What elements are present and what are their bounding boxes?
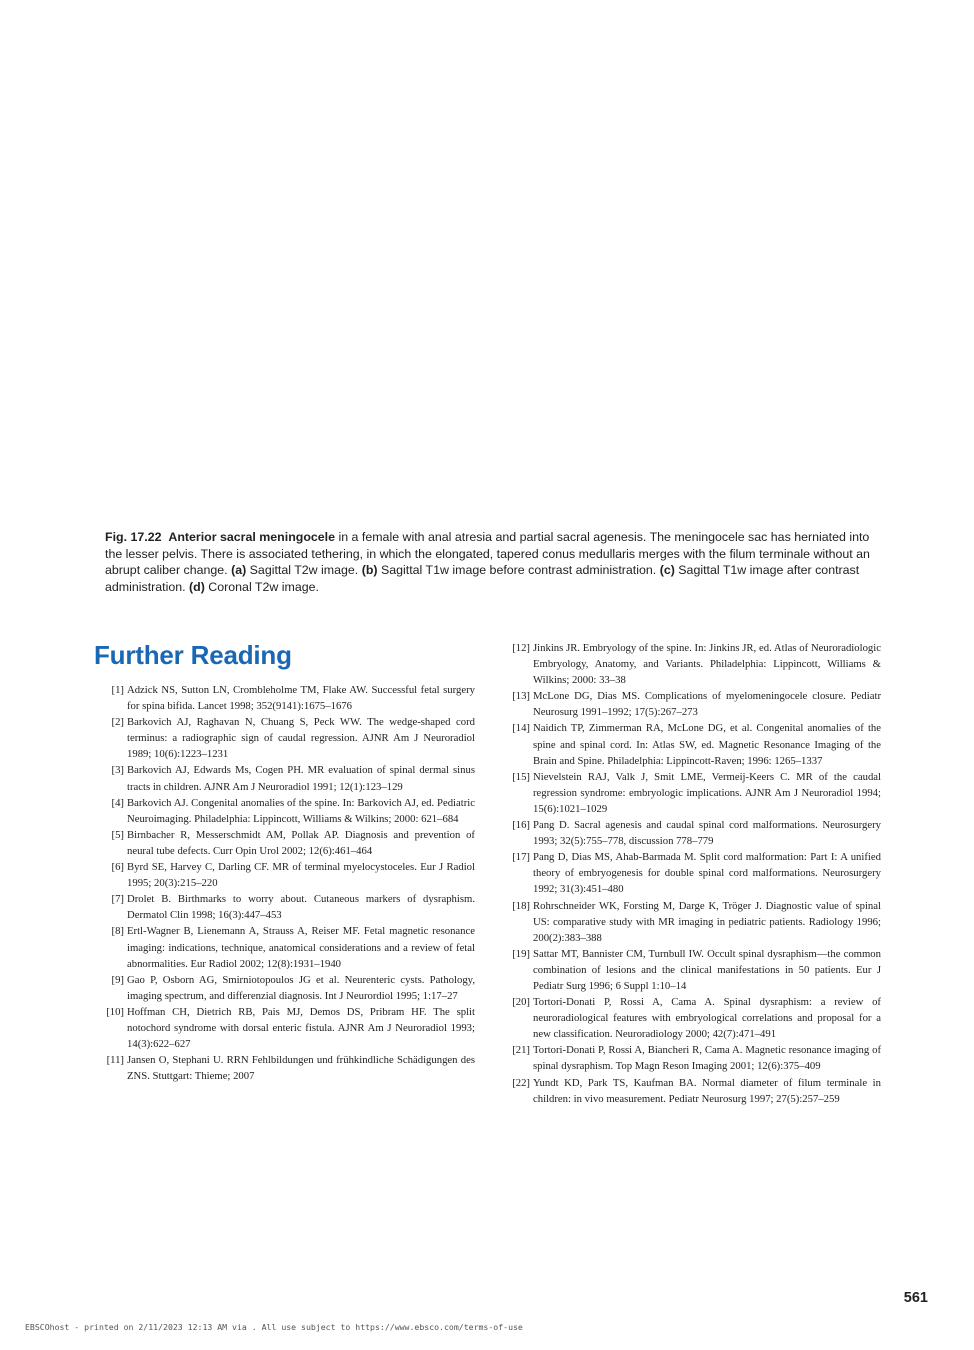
reference-item [97,682,475,714]
reference-number: [8] [111,925,124,938]
reference-text: Barkovich AJ. Congenital anomalies of the spine. In: Barkovich AJ, ed. Pediatric Neuroimaging. Philadelphia: Lippincott, Williams & Wilkins; 2000: 621–684 [127,796,475,825]
panel-c-label: (c) [659,563,675,577]
reference-number: [16] [512,819,530,832]
reference-item [503,946,881,994]
reference-number: [21] [512,1044,530,1057]
reference-item [503,640,881,688]
panel-a-label: (a) [231,563,247,577]
panel-c-text: Sagittal T1w image after contrast administration. [105,563,860,594]
reference-item [97,795,475,827]
panel-b-label: (b) [361,563,378,577]
reference-text: Barkovich AJ, Raghavan N, Chuang S, Peck WW. The wedge-shaped cord terminus: a radiographic sign of caudal regression. AJNR Am J Neuroradiol 1989; 10(6):1223–1231 [127,716,475,761]
reference-item [97,972,475,1004]
reference-text: Hoffman CH, Dietrich RB, Pais MJ, Demos DS, Pribram HF. The split notochord syndrome with dorsal enteric fistula. AJNR Am J Neuroradiol 1993; 14(3):622–627 [127,1005,475,1051]
reference-number: [4] [111,796,124,809]
reference-item [97,859,475,891]
reference-text: Ertl-Wagner B, Lienemann A, Strauss A, Reiser MF. Fetal magnetic resonance imaging: indications, technique, anatomical considerations and a review of fetal abnormalities. Eur Radiol 2002; 12(8):1931–1940 [127,925,475,970]
reference-number: [13] [512,690,530,703]
reference-text: Jinkins JR. Embryology of the spine. In: Jinkins JR, ed. Atlas of Neuroradiologic Embryology, Anatomy, and Variants. Philadelphia: Lippincott, Williams & Wilkins; 2000: 33–38 [533,642,881,687]
reference-text: Sattar MT, Bannister CM, Turnbull IW. Occult spinal dysraphism—the common combination of lesions and the clinical manifestations in 50 patients. Eur J Pediatr Surg 1996; 6 Suppl 1:10–14 [533,947,881,992]
reference-item [503,994,881,1042]
reference-number: [7] [111,893,124,906]
reference-number: [22] [512,1076,530,1089]
reference-text: Yundt KD, Park TS, Kaufman BA. Normal diameter of filum terminale in children: in vivo measurement. Pediatr Neurosurg 1997; 27(5):257–259 [533,1076,881,1105]
reference-number: [12] [512,642,530,654]
reference-item [97,1052,475,1084]
reference-number: [14] [512,722,530,735]
reference-text: Birnbacher R, Messerschmidt AM, Pollak AP. Diagnosis and prevention of neural tube defects. Curr Opin Urol 2002; 12(6):461–464 [127,828,475,857]
reference-number: [18] [512,899,530,912]
reference-text: Adzick NS, Sutton LN, Crombleholme TM, Flake AW. Successful fetal surgery for spina bifida. Lancet 1998; 352(9141):1675–1676 [127,684,475,713]
reference-number: [11] [106,1054,124,1067]
reference-item [97,891,475,923]
reference-text: Tortori-Donati P, Rossi A, Biancheri R, Cama A. Magnetic resonance imaging of spinal dysraphism. Top Magn Reson Imaging 2001; 12(6):375–409 [533,1044,881,1073]
reference-number: [2] [111,716,124,729]
reference-text: Pang D, Dias MS, Ahab-Barmada M. Split cord malformation: Part I: A unified theory of embryogenesis for double spinal cord malformations. Neurosurgery 1992; 31(3):451–480 [533,851,881,896]
reference-item [503,1042,881,1074]
reference-text: Tortori-Donati P, Rossi A, Cama A. Spinal dysraphism: a review of neuroradiological features with embryological correlations and proposal for a new classification. Neuroradiology 2000; 42(7):471–491 [533,996,881,1041]
references-right-column [503,640,881,1107]
reference-number: [15] [512,770,530,783]
panel-a-text: Sagittal T2w image. [246,563,362,577]
reference-text: Nievelstein RAJ, Valk J, Smit LME, Vermeij-Keers C. MR of the caudal regression syndrome: embryologic implications. AJNR Am J Neuroradiol 1994; 15(6):1021–1029 [533,770,881,815]
reference-text: Rohrschneider WK, Forsting M, Darge K, Tröger J. Diagnostic value of spinal US: comparative study with MR imaging in pediatric patients. Radiology 1996; 200(2):383–388 [533,899,881,944]
caption-text: in a female with anal atresia and partial sacral agenesis. The meningocele sac has herniated into the lesser pelvis. There is associated tethering, in which the elongated, tapered conus medullaris merges with the filum terminale without an abrupt caliber change. [105,530,870,577]
reference-item [503,720,881,768]
figure-caption [105,529,875,595]
reference-number: [9] [111,973,124,986]
print-footer: EBSCOhost - printed on 2/11/2023 12:13 AM via . All use subject to https://www.ebsco.com/terms-of-use [25,1322,523,1332]
reference-number: [1] [111,684,124,696]
figure-title: Anterior sacral meningocele [168,530,336,544]
reference-text: Byrd SE, Harvey C, Darling CF. MR of terminal myelocystoceles. Eur J Radiol 1995; 20(3):215–220 [127,861,475,890]
figure-label: Fig. 17.22 [105,530,162,544]
reference-number: [20] [512,996,530,1009]
reference-number: [6] [111,861,124,874]
reference-text: Drolet B. Birthmarks to worry about. Cutaneous markers of dysraphism. Dermatol Clin 1998; 16(3):447–453 [127,893,475,922]
panel-d-label: (d) [189,579,205,594]
reference-item [503,849,881,897]
reference-item [503,898,881,946]
section-heading: Further Reading [94,640,292,670]
reference-text: Naidich TP, Zimmerman RA, McLone DG, et al. Congenital anomalies of the spine and spinal cord. In: Atlas SW, ed. Magnetic Resonance Imaging of the Brain and Spine. Philadelphia: Lippincott-Raven; 1996: 1265–1337 [533,722,881,767]
reference-text: Pang D. Sacral agenesis and caudal spinal cord malformations. Neurosurgery 1993; 32(5):755–778, discussion 778–779 [533,819,881,848]
reference-item [97,762,475,794]
reference-item [97,1004,475,1052]
panel-b-text: Sagittal T1w image before contrast administration. [377,563,660,577]
reference-text: Gao P, Osborn AG, Smirniotopoulos JG et al. Neurenteric cysts. Pathology, imaging spectrum, and differenzial diagnosis. Int J Neurordiol 1995; 1:17–27 [127,973,475,1002]
reference-number: [3] [111,764,124,777]
reference-item [503,688,881,720]
reference-text: McLone DG, Dias MS. Complications of myelomeningocele closure. Pediatr Neurosurg 1991–1992; 17(5):267–273 [533,690,881,719]
reference-number: [17] [512,851,530,864]
panel-d-text: Coronal T2w image. [204,579,319,594]
page-number: 561 [903,1290,928,1306]
reference-number: [10] [106,1005,124,1018]
reference-item [503,817,881,849]
reference-text: Barkovich AJ, Edwards Ms, Cogen PH. MR evaluation of spinal dermal sinus tracts in children. AJNR Am J Neuroradiol 1991; 12(1):123–129 [127,764,475,793]
reference-item [503,1075,881,1107]
reference-text: Jansen O, Stephani U. RRN Fehlbildungen und frühkindliche Schädigungen des ZNS. Stuttgart: Thieme; 2007 [127,1054,475,1083]
reference-item [97,827,475,859]
reference-item [97,923,475,971]
reference-item [503,769,881,817]
references-left-column [97,682,475,1084]
reference-item [97,714,475,762]
reference-number: [19] [512,947,530,960]
reference-number: [5] [111,828,124,841]
